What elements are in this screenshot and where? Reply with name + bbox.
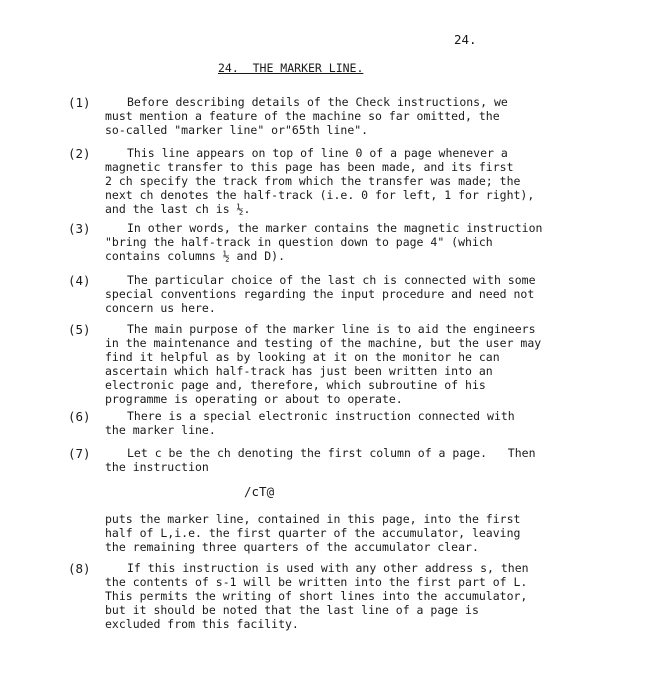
paragraph-line: ascertain which half-track has just been written into an bbox=[105, 364, 493, 378]
paragraph-line: and the last ch is ½. bbox=[105, 202, 251, 216]
paragraph-line: This permits the writing of short lines into the accumulator, bbox=[105, 589, 528, 603]
paragraph-number: (5) bbox=[68, 322, 91, 337]
paragraph-line: half of L,i.e. the first quarter of the accumulator, leaving bbox=[105, 526, 521, 540]
paragraph-line: the marker line. bbox=[105, 423, 216, 437]
paragraph-line: Let c be the ch denoting the first column of a page. Then bbox=[127, 446, 536, 460]
paragraph-number: (7) bbox=[68, 446, 91, 461]
paragraph-line: If this instruction is used with any other address s, then bbox=[127, 561, 529, 575]
paragraph-number: (8) bbox=[68, 561, 91, 576]
paragraph-line: contains columns ½ and D). bbox=[105, 249, 286, 263]
paragraph-line: puts the marker line, contained in this page, into the first bbox=[105, 512, 521, 526]
paragraph-number: (1) bbox=[68, 95, 91, 110]
paragraph-line: the remaining three quarters of the accumulator clear. bbox=[105, 540, 479, 554]
paragraph-line: programme is operating or about to operate. bbox=[105, 392, 403, 406]
paragraph-number: (2) bbox=[68, 146, 91, 161]
paragraph-line: In other words, the marker contains the magnetic instruction bbox=[127, 221, 543, 235]
paragraph-line: next ch denotes the half-track (i.e. 0 for left, 1 for right), bbox=[105, 188, 535, 202]
paragraph-line: electronic page and, therefore, which subroutine of his bbox=[105, 378, 486, 392]
paragraph-line: concern us here. bbox=[105, 301, 216, 315]
paragraph-number: (6) bbox=[68, 409, 91, 424]
page-number: 24. bbox=[454, 32, 477, 47]
paragraph-line: This line appears on top of line 0 of a page whenever a bbox=[127, 146, 508, 160]
paragraph-line: so-called "marker line" or"65th line". bbox=[105, 123, 369, 137]
paragraph-line: excluded from this facility. bbox=[105, 617, 299, 631]
paragraph-number: (4) bbox=[68, 273, 91, 288]
paragraph-line: There is a special electronic instruction connected with bbox=[127, 409, 515, 423]
paragraph-line: The particular choice of the last ch is connected with some bbox=[127, 273, 536, 287]
paragraph-line: but it should be noted that the last line of a page is bbox=[105, 603, 479, 617]
paragraph-number: (3) bbox=[68, 221, 91, 236]
paragraph-line: The main purpose of the marker line is to aid the engineers bbox=[127, 322, 536, 336]
instruction-code: /cT@ bbox=[244, 484, 275, 499]
paragraph-line: "bring the half-track in question down to page 4" (which bbox=[105, 235, 493, 249]
paragraph-line: special conventions regarding the input procedure and need not bbox=[105, 287, 535, 301]
paragraph-line: magnetic transfer to this page has been made, and its first bbox=[105, 160, 514, 174]
paragraph-line: 2 ch specify the track from which the transfer was made; the bbox=[105, 174, 521, 188]
page-title: 24. THE MARKER LINE. bbox=[218, 61, 364, 75]
paragraph-line: find it helpful as by looking at it on the monitor he can bbox=[105, 350, 500, 364]
paragraph-line: must mention a feature of the machine so far omitted, the bbox=[105, 109, 500, 123]
paragraph-line: the contents of s-1 will be written into the first part of L. bbox=[105, 575, 528, 589]
paragraph-line: in the maintenance and testing of the machine, but the user may bbox=[105, 336, 542, 350]
paragraph-line: the instruction bbox=[105, 460, 209, 474]
paragraph-line: Before describing details of the Check instructions, we bbox=[127, 95, 508, 109]
